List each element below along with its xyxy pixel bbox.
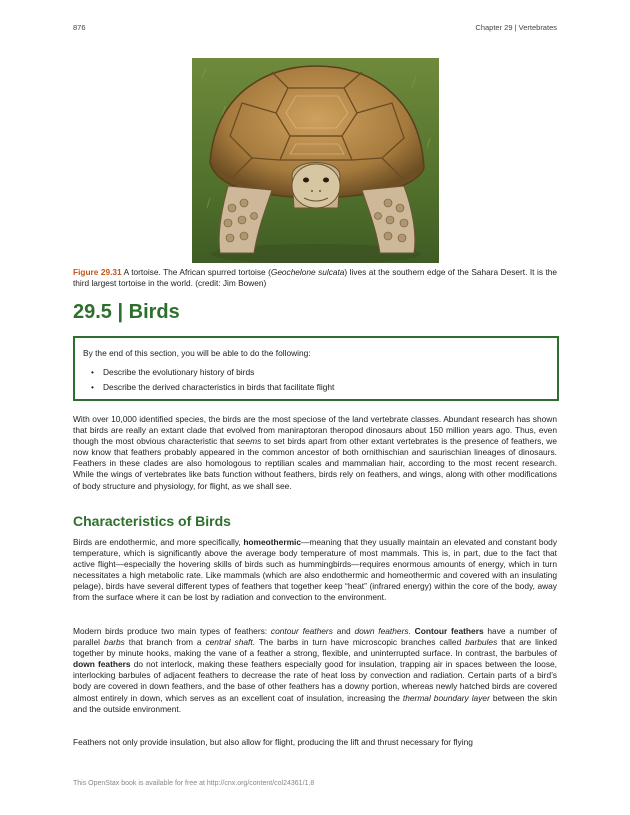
- term-down-feathers: down feathers: [354, 626, 409, 636]
- term-down-feathers-bold: down feathers: [73, 659, 131, 670]
- endo-text-1: Birds are endothermic, and more specifically,: [73, 537, 244, 547]
- page-header: [73, 23, 557, 32]
- intro-paragraph: [73, 414, 557, 492]
- feathers-paragraph: [73, 626, 557, 715]
- intro-text-1: With over 10,000 identified species, the birds are the most speciose of the land vertebrate classes. Abundant research has shown that birds are really an extant clade that evolved from maniraptoran theropod dinosaurs about 150 million years ago. Thus, even though the most obvious characteristic that: [73, 414, 557, 447]
- term-central-shaft: central shaft: [205, 637, 253, 648]
- term-barbs: barbs: [103, 637, 125, 648]
- flight-paragraph: Feathers not only provide insulation, but also allow for flight, producing the lift and thrust necessary for flying: [73, 737, 473, 747]
- learning-objectives-box: [73, 336, 559, 401]
- figure-label: Figure 29.31: [73, 267, 122, 277]
- tortoise-photo: [192, 58, 439, 263]
- endo-text-2: —meaning that they usually maintain an elevated and constant body temperature, which is significantly above the average body temperature of most mammals. This is, in part, due to the fact that active flight—especially the hovering skills of birds such as hummingbirds—requires enormous amounts of energy, which in turn necessitates a high metabolic rate. Like mammals (which are also endothermic and homeothermic and covered with an insulating pelage), birds have several different types of feathers that together keep “heat” (infrared energy) within the core of the body, away from the surface where it can be lost by radiation and convection to the environment.: [73, 537, 558, 603]
- term-contour-feathers-bold: Contour feathers: [414, 626, 484, 636]
- objectives-list: [83, 365, 334, 395]
- feathers-text: and: [332, 626, 355, 636]
- term-contour-feathers: contour feathers: [270, 626, 333, 636]
- objective-item: • Describe the evolutionary history of birds: [83, 365, 334, 380]
- intro-emphasis: seems: [236, 436, 262, 447]
- feathers-text: that are linked together by minute hooks, making the vane of a feather a strong, flexible, and uninterrupted surface. In contrast, the barbules of: [73, 637, 557, 659]
- chapter-label: Chapter 29 | Vertebrates: [475, 23, 557, 32]
- feathers-text: have a number of parallel: [73, 626, 557, 648]
- species-name: Geochelone sulcata: [270, 267, 345, 277]
- term-homeothermic: homeothermic: [243, 537, 302, 547]
- feathers-text: . The barbs in turn have microscopic branches called: [252, 637, 466, 648]
- feathers-text: Modern birds produce two main types of feathers:: [73, 626, 271, 636]
- page-footer: This OpenStax book is available for free at http://cnx.org/content/col24361/1.8: [73, 780, 315, 787]
- feathers-text: that branch from a: [124, 637, 206, 648]
- section-heading: 29.5 | Birds: [73, 301, 180, 323]
- term-thermal-boundary-layer: thermal boundary layer: [402, 692, 490, 703]
- objective-item: • Describe the derived characteristics in birds that facilitate flight: [83, 380, 334, 395]
- feathers-text: .: [408, 626, 415, 636]
- intro-text-2: to set birds apart from other extant vertebrates is the presence of feathers, we now know that feathers probably appeared in the common ancestor of both ornithischian and saurischian lineages of dinosaurs. Feathers in these clades are also homologous to reptilian scales and mammalian hair, according to the most recent research. While the wings of vertebrates like bats function without feathers, birds rely on feathers, and wings, along with other modifications of body structure and physiology, for flight, as we shall see.: [73, 436, 557, 491]
- caption-text-1: A tortoise. The African spurred tortoise (: [121, 267, 271, 277]
- endothermy-paragraph: [73, 537, 557, 604]
- feathers-text: between the skin and the outside environment.: [73, 692, 557, 714]
- figure-caption: [73, 267, 557, 289]
- objectives-intro: By the end of this section, you will be able to do the following:: [83, 348, 311, 358]
- page-number: 876: [73, 23, 86, 32]
- term-barbules: barbules: [465, 637, 498, 648]
- feathers-text: do not interlock, making these feathers especially good for insulation, trapping air in spaces between the loose, interlocking barbules of adjacent feathers to decrease the rate of heat loss by convection and radiation. Certain parts of a bird’s body are covered in down feathers, and the base of other feathers has a downy portion, whereas newly hatched birds are covered almost entirely in down, which serves as an excellent coat of insulation, increasing the: [73, 659, 557, 703]
- caption-text-2: ) lives at the southern edge of the Sahara Desert. It is the third largest tortoise in the world. (credit: Jim Bowen): [73, 267, 558, 289]
- subsection-heading: Characteristics of Birds: [73, 513, 231, 529]
